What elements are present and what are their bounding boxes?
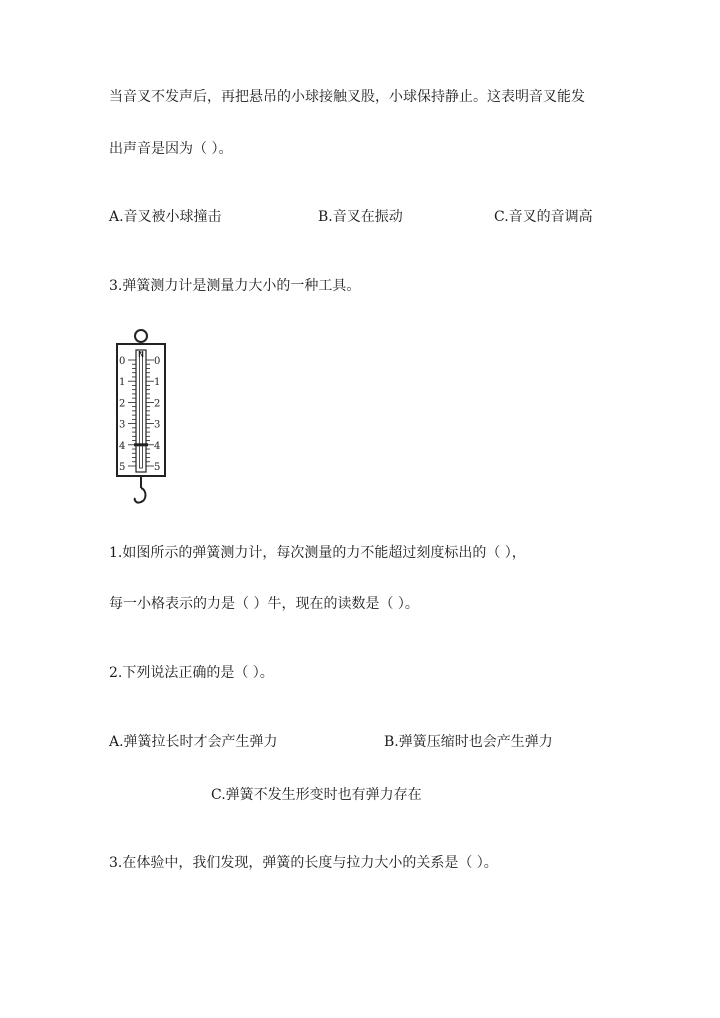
q2-option-b: B.弹簧压缩时也会产生弹力 <box>384 734 553 750</box>
q2-option-a: A.弹簧拉长时才会产生弹力 <box>109 734 278 750</box>
scale-label-right: 4 <box>154 440 161 452</box>
option-b: B.音叉在振动 <box>318 209 403 225</box>
option-a: A.音叉被小球撞击 <box>109 209 222 225</box>
question-2-stem: 2.下列说法正确的是（ ）。 <box>109 665 274 681</box>
question-1-line2: 每一小格表示的力是（ ）牛，现在的读数是（ ）。 <box>109 596 419 612</box>
question-1-line1: 1.如图所示的弹簧测力计，每次测量的力不能超过刻度标出的（ ）， <box>109 545 526 561</box>
scale-label-right: 5 <box>154 462 161 473</box>
section-intro: 3.弹簧测力计是测量力大小的一种工具。 <box>109 278 361 294</box>
scale-label-left: 1 <box>119 377 126 389</box>
question-stem-line2: 出声音是因为（ ）。 <box>109 141 233 157</box>
q2-option-c: C.弹簧不发生形变时也有弹力存在 <box>211 787 422 803</box>
scale-label-right: 1 <box>154 377 161 389</box>
question-stem-line1: 当音叉不发声后，再把悬吊的小球接触叉股，小球保持静止。这表明音叉能发 <box>109 89 585 105</box>
scale-pointer <box>134 443 148 446</box>
scale-label-left: 5 <box>119 462 126 473</box>
scale-label-left: 4 <box>119 440 126 452</box>
unit-label: N <box>138 350 144 359</box>
spring-scale-figure <box>113 328 169 510</box>
option-c: C.音叉的音调高 <box>494 209 593 225</box>
scale-label-left: 3 <box>119 419 126 431</box>
scale-label-right: 3 <box>154 419 161 431</box>
scale-label-left: 0 <box>119 356 126 367</box>
question-3-stem: 3.在体验中，我们发现，弹簧的长度与拉力大小的关系是（ ）。 <box>109 855 498 871</box>
hook-icon <box>135 488 146 503</box>
scale-label-right: 2 <box>154 398 161 410</box>
scale-label-right: 0 <box>154 356 161 367</box>
scale-label-left: 2 <box>119 398 126 410</box>
spring-scale-icon <box>113 328 169 510</box>
